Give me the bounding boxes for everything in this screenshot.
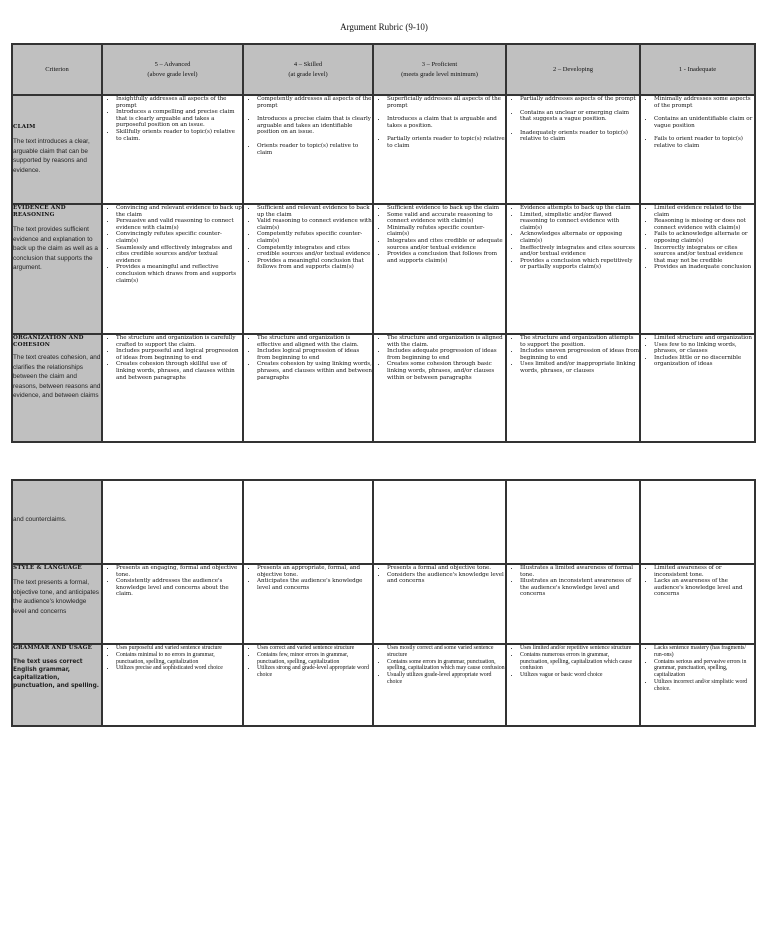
- criterion-description: The text creates cohesion, and clarifies the relationships between the claim and reasons, between reasons and evidence, and between claims: [13, 354, 101, 400]
- criterion-name: STYLE & LANGUAGE: [13, 565, 82, 571]
- descriptor-item: • Provides an inadequate conclusion: [654, 264, 754, 271]
- page-title: Argument Rubric (9-10): [340, 22, 428, 32]
- level-header-4: 4 – Skilled (at grade level): [243, 44, 373, 95]
- descriptor-item: • Utilizes precise and sophisticated word choice: [116, 665, 242, 672]
- descriptor-item: • Creates cohesion through skillful use of linking words, phrases, and clauses within and between paragraphs: [116, 361, 242, 381]
- level-1-cell: [640, 95, 755, 204]
- row-grammar-usage: [12, 644, 755, 726]
- descriptor-item: • Insightfully addresses all aspects of the prompt: [116, 96, 242, 109]
- row-organization-cohesion: [12, 334, 755, 442]
- level-2-cell: [506, 480, 640, 564]
- level-4-cell: [243, 95, 373, 204]
- header-row: [12, 44, 755, 95]
- level-3-cell: [373, 204, 506, 334]
- descriptor-item: • Includes uneven progression of ideas from beginning to end: [520, 348, 639, 361]
- row-evidence-reasoning: [12, 204, 755, 334]
- descriptor-item: • Lacks an awareness of the audience's knowledge level and concerns: [654, 578, 754, 598]
- descriptor-item: • Presents an appropriate, formal, and objective tone.: [257, 565, 372, 578]
- descriptor-item: • Contains serious and pervasive errors in grammar, punctuation, spelling, capitalization: [654, 659, 754, 679]
- descriptor-item: • Skillfully orients reader to topic(s) relative to claim.: [116, 129, 242, 142]
- descriptor-item: • Acknowledges alternate or opposing claim(s): [520, 231, 639, 244]
- rubric-table-part-2: [11, 479, 756, 727]
- level-5-cell: [102, 644, 243, 726]
- descriptor-item: • Competently refutes specific counter-claim(s): [257, 231, 372, 244]
- descriptor-item: • Introduces a compelling and precise claim that is clearly arguable and takes a purposeful position on an issue.: [116, 109, 242, 129]
- criterion-name: ORGANIZATION AND COHESION: [13, 335, 84, 348]
- descriptor-item: • Valid reasoning to connect evidence with claim(s): [257, 218, 372, 231]
- descriptor-item: • Provides a conclusion which repetitively or partially supports claim(s): [520, 258, 639, 271]
- level-4-cell: [243, 204, 373, 334]
- descriptor-item: • Uses limited and/or inappropriate linking words, phrases, or clauses: [520, 361, 639, 374]
- level-2-cell: [506, 644, 640, 726]
- level-2-cell: [506, 204, 640, 334]
- descriptor-item: • Lacks sentence mastery (has fragments/ run-ons): [654, 645, 754, 659]
- criterion-description: The text uses correct English grammar, capitalization, punctuation, and spelling.: [13, 659, 99, 689]
- level-3-cell: [373, 480, 506, 564]
- descriptor-item: • Contains minimal to no errors in grammar, punctuation, spelling, capitalization: [116, 652, 242, 666]
- descriptor-item: • Competently integrates and cites credible sources and/or textual evidence: [257, 245, 372, 258]
- descriptor-item: • Limited evidence related to the claim: [654, 205, 754, 218]
- row-claim: [12, 95, 755, 204]
- descriptor-item: • Limited, simplistic and/or flawed reasoning to connect evidence with claim(s): [520, 212, 639, 232]
- descriptor-item: • Inadequately orients reader to topic(s) relative to claim: [520, 130, 639, 143]
- criterion-name: EVIDENCE AND REASONING: [13, 205, 66, 218]
- criterion-cell: [12, 204, 102, 334]
- descriptor-item: • Provides a conclusion that follows from and supports claim(s): [387, 251, 505, 264]
- descriptor-item: • The structure and organization is carefully crafted to support the claim.: [116, 335, 242, 348]
- level-1-cell: [640, 644, 755, 726]
- descriptor-item: • Includes little or no discernible organization of ideas: [654, 355, 754, 368]
- level-4-cell: [243, 480, 373, 564]
- level-1-cell: [640, 564, 755, 644]
- level-5-cell: [102, 204, 243, 334]
- criterion-name: GRAMMAR AND USAGE: [13, 645, 93, 651]
- level-1-cell: [640, 204, 755, 334]
- descriptor-item: • Limited structure and organization: [654, 335, 754, 342]
- descriptor-item: • Minimally refutes specific counter-claim(s): [387, 225, 505, 238]
- criterion-cell: [12, 95, 102, 204]
- descriptor-item: • Sufficient evidence to back up the claim: [387, 205, 505, 212]
- descriptor-item: • Contains few, minor errors in grammar, punctuation, spelling, capitalization: [257, 652, 372, 666]
- level-4-cell: [243, 644, 373, 726]
- descriptor-item: • Presents an engaging, formal and objective tone.: [116, 565, 242, 578]
- descriptor-item: • Anticipates the audience's knowledge level and concerns: [257, 578, 372, 591]
- descriptor-item: • Utilizes strong and grade-level appropriate word choice: [257, 665, 372, 679]
- descriptor-item: • Incorrectly integrates or cites sources and/or textual evidence that may not be credible: [654, 245, 754, 265]
- descriptor-item: • Ineffectively integrates and cites sources and/or textual evidence: [520, 245, 639, 258]
- level-3-cell: [373, 334, 506, 442]
- descriptor-item: • The structure and organization is effective and aligned with the claim.: [257, 335, 372, 348]
- descriptor-item: • Persuasive and valid reasoning to connect evidence with claim(s): [116, 218, 242, 231]
- descriptor-item: • The structure and organization attempts to support the position.: [520, 335, 639, 348]
- descriptor-item: • Presents a formal and objective tone.: [387, 565, 505, 572]
- descriptor-item: • Uses mostly correct and some varied sentence structure: [387, 645, 505, 659]
- descriptor-item: • Introduces a precise claim that is clearly arguable and takes an identifiable position on an issue.: [257, 116, 372, 136]
- descriptor-item: • Contains an unclear or emerging claim that suggests a vague position.: [520, 110, 639, 123]
- level-3-cell: [373, 564, 506, 644]
- level-header-5: 5 – Advanced (above grade level): [102, 44, 243, 95]
- criterion-description: and counterclaims.: [13, 516, 67, 523]
- descriptor-item: • Integrates and cites credible or adequate sources and/or textual evidence: [387, 238, 505, 251]
- level-5-cell: [102, 480, 243, 564]
- level-3-cell: [373, 95, 506, 204]
- descriptor-item: • Creates some cohesion through basic linking words, phrases, and/or clauses within or between paragraphs: [387, 361, 505, 381]
- descriptor-item: • Convincingly refutes specific counter-claim(s): [116, 231, 242, 244]
- descriptor-item: • Sufficient and relevant evidence to back up the claim: [257, 205, 372, 218]
- descriptor-item: • Limited awareness of or inconsistent tone.: [654, 565, 754, 578]
- level-5-cell: [102, 564, 243, 644]
- level-2-cell: [506, 564, 640, 644]
- level-1-cell: [640, 480, 755, 564]
- criterion-cell: [12, 334, 102, 442]
- level-4-cell: [243, 564, 373, 644]
- descriptor-item: • Convincing and relevant evidence to back up the claim: [116, 205, 242, 218]
- level-header-3: 3 – Proficient (meets grade level minimum): [373, 44, 506, 95]
- criterion-description: The text introduces a clear, arguable claim that can be supported by reasons and evidence.: [13, 138, 90, 174]
- descriptor-item: • Contains an unidentifiable claim or vague position: [654, 116, 754, 129]
- row-counterclaims-continued: [12, 480, 755, 564]
- criterion-cell: [12, 564, 102, 644]
- row-style-language: [12, 564, 755, 644]
- descriptor-item: • Consistently addresses the audience's knowledge level and concerns about the claim.: [116, 578, 242, 598]
- descriptor-item: • Uses limited and/or repetitive sentence structure: [520, 645, 639, 652]
- descriptor-item: • Uses correct and varied sentence structure: [257, 645, 372, 652]
- descriptor-item: • Includes logical progression of ideas from beginning to end: [257, 348, 372, 361]
- level-2-cell: [506, 95, 640, 204]
- descriptor-item: • Provides a meaningful conclusion that follows from and supports claim(s): [257, 258, 372, 271]
- descriptor-item: • Fails to orient reader to topic(s) relative to claim: [654, 136, 754, 149]
- descriptor-item: • Contains numerous errors in grammar, punctuation, spelling, capitalization which cause confusion: [520, 652, 639, 672]
- descriptor-item: • Minimally addresses some aspects of the prompt: [654, 96, 754, 109]
- level-3-cell: [373, 644, 506, 726]
- descriptor-item: • Some valid and accurate reasoning to connect evidence with claim(s): [387, 212, 505, 225]
- level-5-cell: [102, 95, 243, 204]
- level-4-cell: [243, 334, 373, 442]
- level-header-1: 1 - Inadequate: [640, 44, 755, 95]
- descriptor-item: • Illustrates an inconsistent awareness of the audience's knowledge level and concerns: [520, 578, 639, 598]
- criterion-description: The text presents a formal, objective tone, and anticipates the audience's knowledge level and concerns: [13, 579, 99, 615]
- descriptor-item: • Considers the audience's knowledge level and concerns: [387, 572, 505, 585]
- descriptor-item: • Contains some errors in grammar, punctuation, spelling, capitalization which may cause confusion: [387, 659, 505, 673]
- descriptor-item: • Fails to acknowledge alternate or opposing claim(s): [654, 231, 754, 244]
- level-5-cell: [102, 334, 243, 442]
- descriptor-item: • Provides a meaningful and reflective conclusion which draws from and supports claim(s): [116, 264, 242, 284]
- descriptor-item: • Competently addresses all aspects of the prompt: [257, 96, 372, 109]
- level-1-cell: [640, 334, 755, 442]
- descriptor-item: • Uses few to no linking words, phrases, or clauses: [654, 342, 754, 355]
- criterion-cell: [12, 480, 102, 564]
- level-header-2: 2 – Developing: [506, 44, 640, 95]
- descriptor-item: • Orients reader to topic(s) relative to claim: [257, 143, 372, 156]
- criterion-description: The text provides sufficient evidence and explanation to back up the claim as well as a conclusion that supports the argument.: [13, 226, 98, 272]
- criterion-name: CLAIM: [13, 124, 36, 130]
- descriptor-item: • Includes adequate progression of ideas from beginning to end: [387, 348, 505, 361]
- descriptor-item: • Reasoning is missing or does not connect evidence with claim(s): [654, 218, 754, 231]
- descriptor-item: • Uses purposeful and varied sentence structure: [116, 645, 242, 652]
- descriptor-item: • Utilizes vague or basic word choice: [520, 672, 639, 679]
- criterion-cell: [12, 644, 102, 726]
- descriptor-item: • Partially addresses aspects of the prompt: [520, 96, 639, 103]
- rubric-table-part-1: [11, 43, 756, 443]
- descriptor-item: • Seamlessly and effectively integrates and cites credible sources and/or textual evidence: [116, 245, 242, 265]
- descriptor-item: • Includes purposeful and logical progression of ideas from beginning to end: [116, 348, 242, 361]
- descriptor-item: • Partially orients reader to topic(s) relative to claim: [387, 136, 505, 149]
- descriptor-item: • Illustrates a limited awareness of formal tone.: [520, 565, 639, 578]
- criterion-header: Criterion: [12, 44, 102, 95]
- descriptor-item: • Usually utilizes grade-level appropriate word choice: [387, 672, 505, 686]
- descriptor-item: • Utilizes incorrect and/or simplistic word choice.: [654, 679, 754, 693]
- descriptor-item: • The structure and organization is aligned with the claim.: [387, 335, 505, 348]
- descriptor-item: • Creates cohesion by using linking words, phrases, and clauses within and between paragraphs: [257, 361, 372, 381]
- level-2-cell: [506, 334, 640, 442]
- descriptor-item: • Evidence attempts to back up the claim: [520, 205, 639, 212]
- descriptor-item: • Superficially addresses all aspects of the prompt: [387, 96, 505, 109]
- descriptor-item: • Introduces a claim that is arguable and takes a position.: [387, 116, 505, 129]
